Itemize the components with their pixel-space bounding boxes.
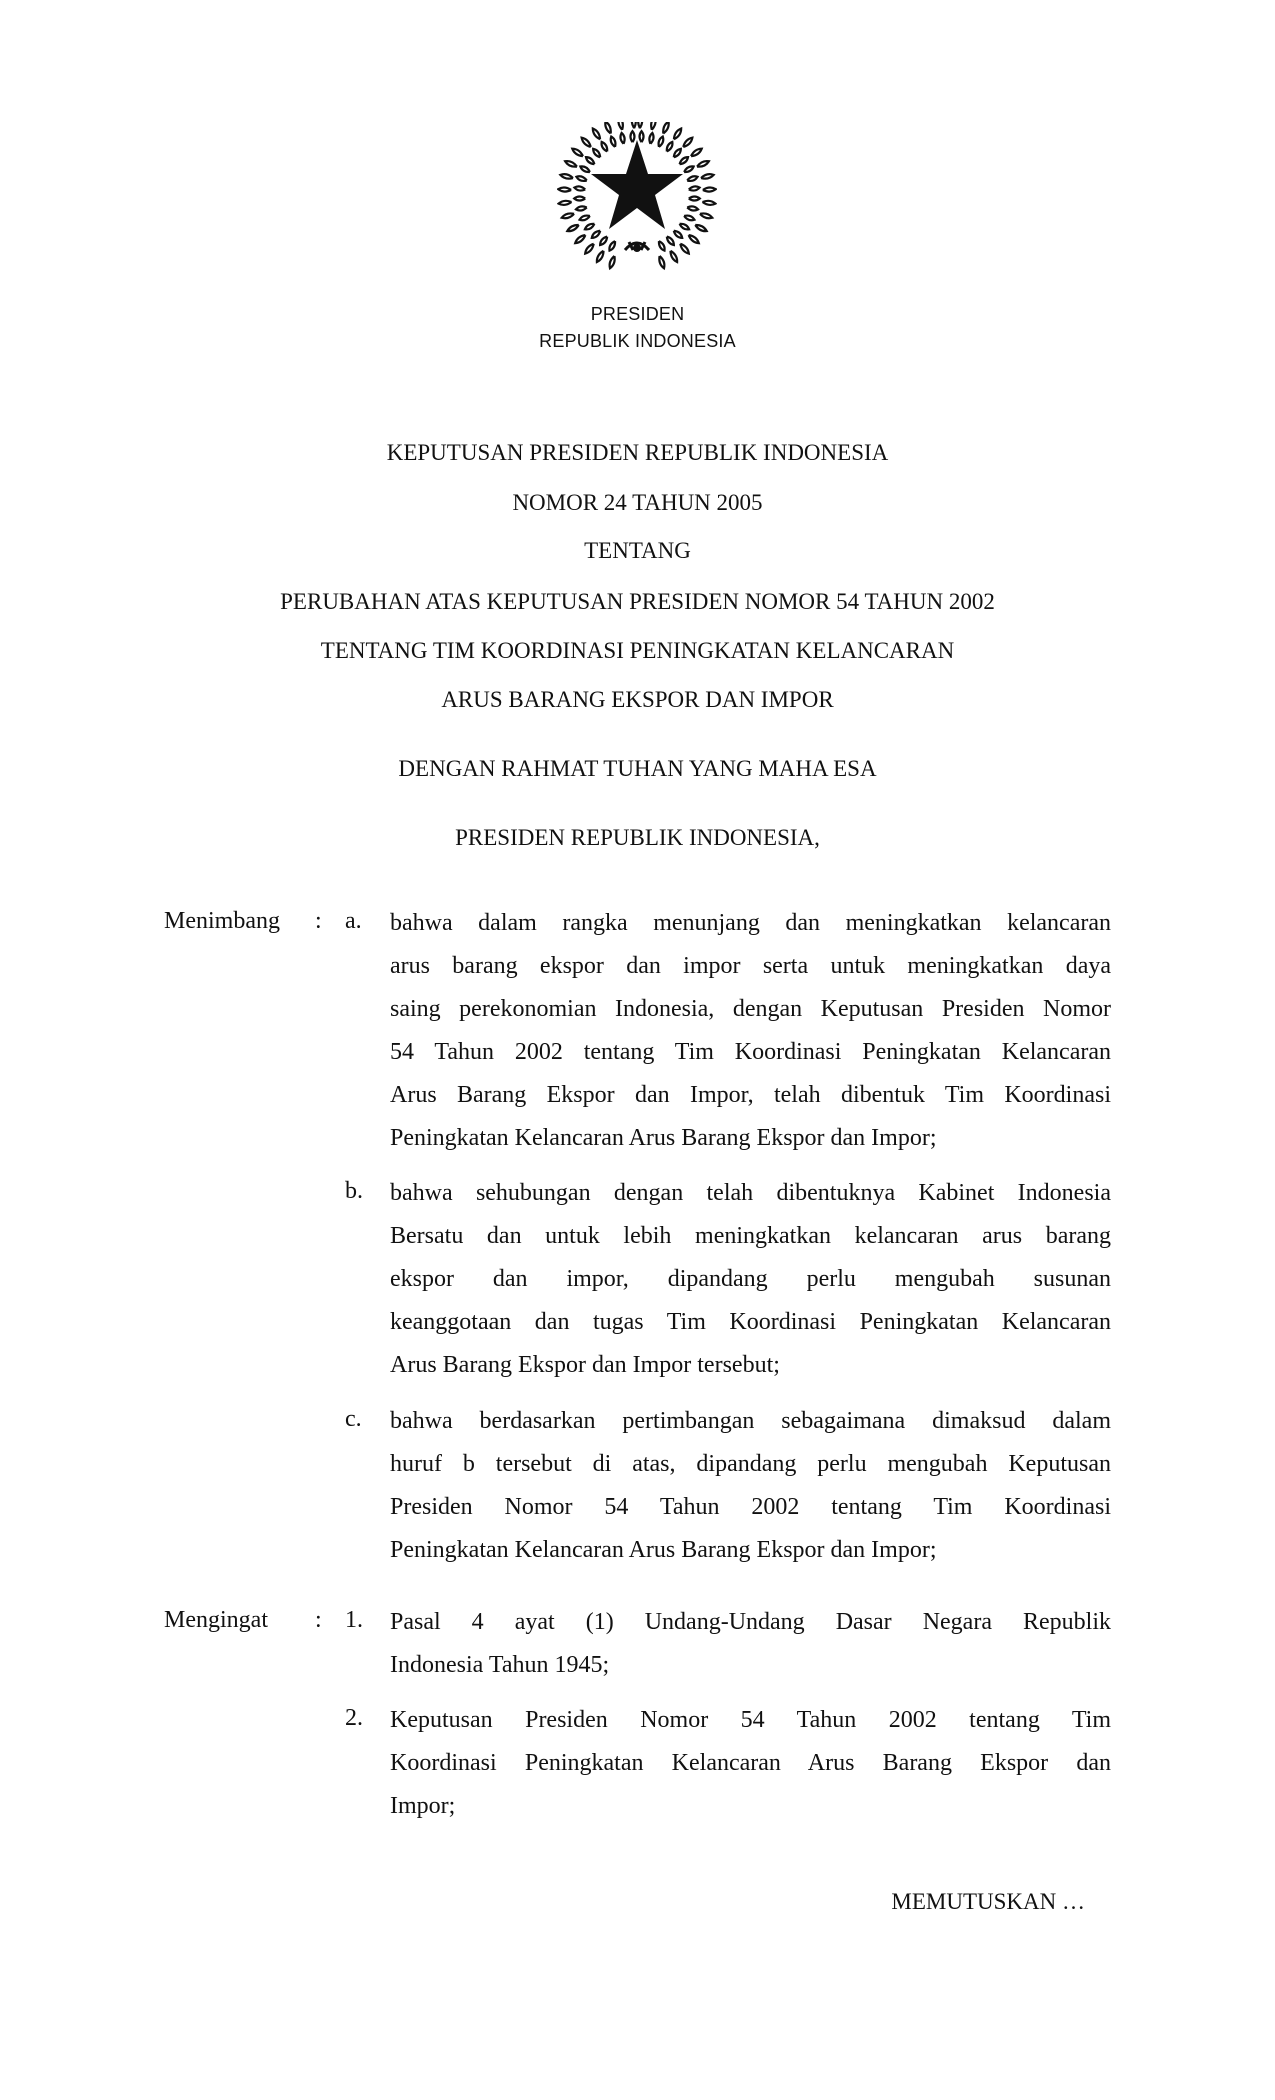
opening-phrase: DENGAN RAHMAT TUHAN YANG MAHA ESA <box>398 756 877 781</box>
leaf-icon <box>560 173 574 180</box>
paragraph-line: ekspor dan impor, dipandang perlu mengubah susunan <box>390 1266 1111 1292</box>
paragraph-line: Bersatu dan untuk lebih meningkatkan kelancaran arus barang <box>390 1223 1111 1249</box>
title-line: KEPUTUSAN PRESIDEN REPUBLIK INDONESIA <box>386 440 889 465</box>
leaf-icon <box>665 141 674 153</box>
leaf-icon <box>679 222 691 231</box>
leaf-icon <box>658 255 666 269</box>
leaf-icon <box>632 122 637 128</box>
leaf-icon <box>576 175 588 183</box>
leaf-icon <box>683 165 695 174</box>
paragraph-line: arus barang ekspor dan impor serta untuk meningkatkan daya <box>390 953 1111 979</box>
leaf-icon <box>620 133 626 145</box>
leaf-icon <box>688 186 700 192</box>
leaf-icon <box>672 229 683 239</box>
leaf-icon <box>696 159 709 168</box>
paragraph-line: Peningkatan Kelancaran Arus Barang Ekspor dan Impor; <box>390 1537 937 1563</box>
leaf-icon <box>661 122 670 134</box>
leaf-icon <box>690 147 703 158</box>
leaf-icon <box>682 136 694 148</box>
title-line: TENTANG <box>584 538 691 563</box>
mengingat-label: Mengingat <box>164 1607 268 1633</box>
leaf-icon <box>678 156 689 166</box>
paragraph-line: Arus Barang Ekspor dan Impor, telah dibentuk Tim Koordinasi <box>390 1082 1111 1108</box>
leaf-icon <box>571 147 584 158</box>
leaf-icon <box>591 127 602 140</box>
header-presiden: PRESIDEN <box>590 304 685 324</box>
paragraph-line: Indonesia Tahun 1945; <box>390 1652 610 1678</box>
leaf-icon <box>558 187 571 192</box>
presidential-emblem <box>557 122 717 272</box>
leaf-icon <box>703 187 716 192</box>
president-heading: PRESIDEN REPUBLIK INDONESIA, <box>455 825 820 850</box>
leaf-icon <box>579 165 591 174</box>
leaf-icon <box>617 122 624 130</box>
paragraph-line: bahwa sehubungan dengan telah dibentuknya Kabinet Indonesia <box>390 1180 1111 1206</box>
paragraph-line: Impor; <box>390 1793 456 1819</box>
leaf-icon <box>694 223 707 233</box>
leaf-icon <box>702 200 715 206</box>
leaf-icon <box>600 141 609 153</box>
leaf-icon <box>608 255 616 269</box>
leaf-icon <box>576 205 588 211</box>
leaf-icon <box>648 133 654 145</box>
title-line: NOMOR 24 TAHUN 2005 <box>512 490 763 515</box>
item-marker: a. <box>345 908 362 934</box>
paragraph-line: Peningkatan Kelancaran Arus Barang Ekspor dan Impor; <box>390 1125 937 1151</box>
leaf-icon <box>599 235 609 246</box>
header-republik-indonesia: REPUBLIK INDONESIA <box>539 331 736 351</box>
star-wreath-icon <box>557 122 717 272</box>
menimbang-item-c <box>390 1406 1111 1578</box>
leaf-icon <box>579 214 591 222</box>
paragraph-line: bahwa berdasarkan pertimbangan sebagaimana dimaksud dalam <box>390 1408 1111 1434</box>
leaf-icon <box>657 240 666 252</box>
leaf-icon <box>657 136 665 148</box>
leaf-icon <box>584 242 596 254</box>
paragraph-line: huruf b tersebut di atas, dipandang perlu mengubah Keputusan <box>390 1451 1111 1477</box>
continuation-text: MEMUTUSKAN … <box>891 1889 1085 1914</box>
paragraph-line: keanggotaan dan tugas Tim Koordinasi Peningkatan Kelancaran <box>390 1309 1111 1335</box>
paragraph-line: Arus Barang Ekspor dan Impor tersebut; <box>390 1352 780 1378</box>
leaf-icon <box>679 242 691 254</box>
item-marker: 2. <box>345 1705 363 1731</box>
star-icon <box>591 140 683 229</box>
paragraph-line: Presiden Nomor 54 Tahun 2002 tentang Tim Koordinasi <box>390 1494 1111 1520</box>
leaf-icon <box>574 186 586 192</box>
leaf-icon <box>591 229 602 239</box>
leaf-icon <box>609 136 617 148</box>
leaf-icon <box>665 235 675 246</box>
leaf-icon <box>574 234 587 245</box>
leaf-icon <box>595 250 605 263</box>
mengingat-item-2 <box>390 1705 1111 1834</box>
leaf-icon <box>687 205 699 211</box>
menimbang-item-a <box>390 908 1111 1166</box>
leaf-icon <box>564 159 577 168</box>
paragraph-line: bahwa dalam rangka menunjang dan meningkatkan kelancaran <box>390 910 1111 936</box>
title-line: ARUS BARANG EKSPOR DAN IMPOR <box>441 687 834 712</box>
mengingat-colon: : <box>315 1607 322 1633</box>
leaf-icon <box>574 197 585 201</box>
leaf-icon <box>558 200 571 206</box>
mengingat-item-1 <box>390 1607 1111 1693</box>
leaf-icon <box>672 127 683 140</box>
leaf-icon <box>592 148 602 159</box>
leaf-icon <box>566 223 579 233</box>
leaf-icon <box>630 131 634 142</box>
leaf-icon <box>687 175 699 183</box>
leaf-icon <box>608 240 617 252</box>
leaf-icon <box>689 197 700 201</box>
paragraph-line: Keputusan Presiden Nomor 54 Tahun 2002 tentang Tim <box>390 1707 1111 1733</box>
leaf-icon <box>584 222 596 231</box>
menimbang-item-b <box>390 1178 1111 1393</box>
leaf-icon <box>638 122 643 128</box>
title-line: TENTANG TIM KOORDINASI PENINGKATAN KELANCARAN <box>320 638 955 663</box>
leaf-icon <box>687 234 700 245</box>
title-line: PERUBAHAN ATAS KEPUTUSAN PRESIDEN NOMOR 54 TAHUN 2002 <box>280 589 995 614</box>
leaf-icon <box>683 214 695 222</box>
leaf-icon <box>669 250 679 263</box>
item-marker: b. <box>345 1178 363 1204</box>
leaf-icon <box>650 122 657 130</box>
paragraph-line: saing perekonomian Indonesia, dengan Keputusan Presiden Nomor <box>390 996 1111 1022</box>
leaf-icon <box>604 122 613 134</box>
leaf-icon <box>561 212 575 220</box>
menimbang-label: Menimbang <box>164 908 280 934</box>
leaf-icon <box>701 173 715 180</box>
leaf-icon <box>672 148 682 159</box>
leaf-icon <box>699 212 713 220</box>
paragraph-line: Koordinasi Peningkatan Kelancaran Arus Barang Ekspor dan <box>390 1750 1111 1776</box>
item-marker: 1. <box>345 1607 363 1633</box>
paragraph-line: Pasal 4 ayat (1) Undang-Undang Dasar Negara Republik <box>390 1609 1111 1635</box>
leaf-icon <box>585 156 596 166</box>
menimbang-colon: : <box>315 908 322 934</box>
leaf-icon <box>640 131 644 142</box>
item-marker: c. <box>345 1406 362 1432</box>
paragraph-line: 54 Tahun 2002 tentang Tim Koordinasi Peningkatan Kelancaran <box>390 1039 1111 1065</box>
leaf-icon <box>580 136 592 148</box>
